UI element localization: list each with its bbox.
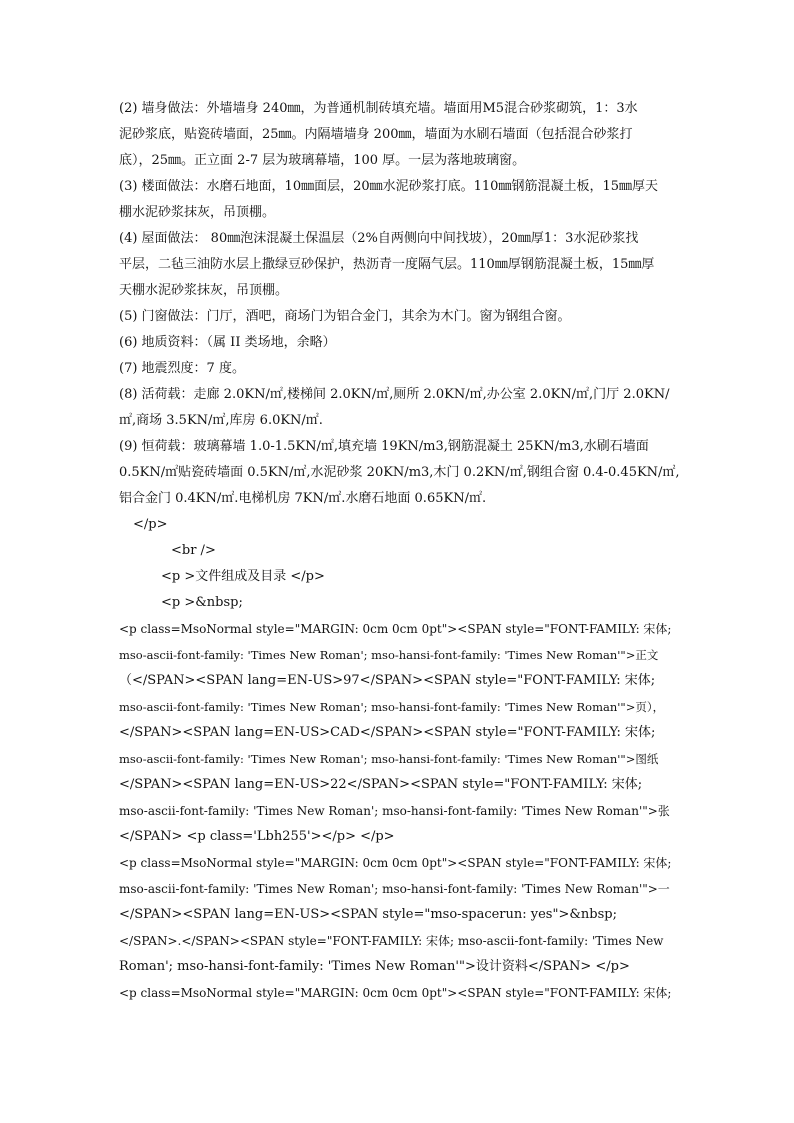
text-line: mso-ascii-font-family: 'Times New Roman'; mso-hansi-font-family: 'Times New Roman'">张 [119, 804, 670, 818]
text-line: <p class=MsoNormal style="MARGIN: 0cm 0cm 0pt"><SPAN style="FONT-FAMILY: 宋体; [119, 856, 672, 870]
text-line: <p >&nbsp; [161, 595, 243, 610]
document-body [119, 96, 679, 1006]
text-line: (9) 恒荷载：玻璃幕墙 1.0-1.5KN/㎡,填充墙 19KN/m3,钢筋混凝土 25KN/m3,水刷石墙面 [119, 439, 649, 454]
text-line: 棚水泥砂浆抹灰，吊顶棚。 [119, 205, 276, 220]
text-line: 0.5KN/㎡贴瓷砖墙面 0.5KN/㎡,水泥砂浆 20KN/m3,木门 0.2KN/㎡,钢组合窗 0.4-0.45KN/㎡, [119, 465, 680, 480]
text-line: </SPAN><SPAN lang=EN-US>CAD</SPAN><SPAN style="FONT-FAMILY: 宋体; [119, 725, 656, 740]
text-line: </SPAN><SPAN lang=EN-US><SPAN style="mso-spacerun: yes">&nbsp; [119, 907, 617, 922]
text-line: mso-ascii-font-family: 'Times New Roman'; mso-hansi-font-family: 'Times New Roman'">正文 [119, 648, 659, 662]
text-line: </SPAN>.</SPAN><SPAN style="FONT-FAMILY: 宋体; mso-ascii-font-family: 'Times New [119, 934, 664, 948]
text-line: (2) 墙身做法：外墙墙身 240㎜，为普通机制砖填充墙。墙面用M5混合砂浆砌筑，1：3水 [119, 101, 638, 116]
text-line: mso-ascii-font-family: 'Times New Roman'; mso-hansi-font-family: 'Times New Roman'">一 [119, 882, 670, 896]
text-line: (3) 楼面做法：水磨石地面，10㎜面层，20㎜水泥砂浆打底。110㎜钢筋混凝土板，15㎜厚天 [119, 179, 658, 194]
text-line: 天棚水泥砂浆抹灰，吊顶棚。 [119, 283, 289, 298]
text-line: Roman'; mso-hansi-font-family: 'Times New Roman'">设计资料</SPAN> </p> [119, 959, 630, 974]
text-line: <p class=MsoNormal style="MARGIN: 0cm 0cm 0pt"><SPAN style="FONT-FAMILY: 宋体; [119, 986, 672, 1000]
text-line: mso-ascii-font-family: 'Times New Roman'; mso-hansi-font-family: 'Times New Roman'">图纸 [119, 752, 659, 766]
text-line: （</SPAN><SPAN lang=EN-US>97</SPAN><SPAN style="FONT-FAMILY: 宋体; [119, 673, 656, 688]
text-line: (6) 地质资料：（属 II 类场地，余略） [119, 335, 336, 350]
text-line: </SPAN> <p class='Lbh255'></p> </p> [119, 829, 395, 844]
text-line: </p> [133, 517, 168, 532]
text-line: (7) 地震烈度：7 度。 [119, 361, 245, 376]
text-line: 铝合金门 0.4KN/㎡.电梯机房 7KN/㎡.水磨石地面 0.65KN/㎡. [119, 491, 487, 506]
text-line: ㎡,商场 3.5KN/㎡,库房 6.0KN/㎡. [119, 413, 323, 428]
text-line: 泥砂浆底，贴瓷砖墙面，25㎜。内隔墙墙身 200㎜，墙面为水刷石墙面（包括混合砂浆打 [119, 127, 633, 142]
text-line: <p >文件组成及目录 </p> [161, 569, 325, 584]
text-line: mso-ascii-font-family: 'Times New Roman'; mso-hansi-font-family: 'Times New Roman'">页）， [119, 700, 665, 714]
text-line: <p class=MsoNormal style="MARGIN: 0cm 0cm 0pt"><SPAN style="FONT-FAMILY: 宋体; [119, 622, 672, 636]
text-line: 底），25㎜。正立面 2-7 层为玻璃幕墙，100 厚。一层为落地玻璃窗。 [119, 153, 526, 168]
text-line: <br /> [171, 543, 216, 558]
text-line: (4) 屋面做法： 80㎜泡沫混凝土保温层（2%自两侧向中间找坡），20㎜厚1：3水泥砂浆找 [119, 231, 639, 246]
text-line: (5) 门窗做法：门厅，酒吧，商场门为铝合金门，其余为木门。窗为钢组合窗。 [119, 309, 571, 324]
text-line: (8) 活荷载：走廊 2.0KN/㎡,楼梯间 2.0KN/㎡,厕所 2.0KN/㎡,办公室 2.0KN/㎡,门厅 2.0KN/ [119, 387, 670, 402]
text-line: </SPAN><SPAN lang=EN-US>22</SPAN><SPAN style="FONT-FAMILY: 宋体; [119, 777, 643, 792]
text-line: 平层，二毡三油防水层上撒绿豆砂保护，热沥青一度隔气层。110㎜厚钢筋混凝土板，15㎜厚 [119, 257, 655, 272]
